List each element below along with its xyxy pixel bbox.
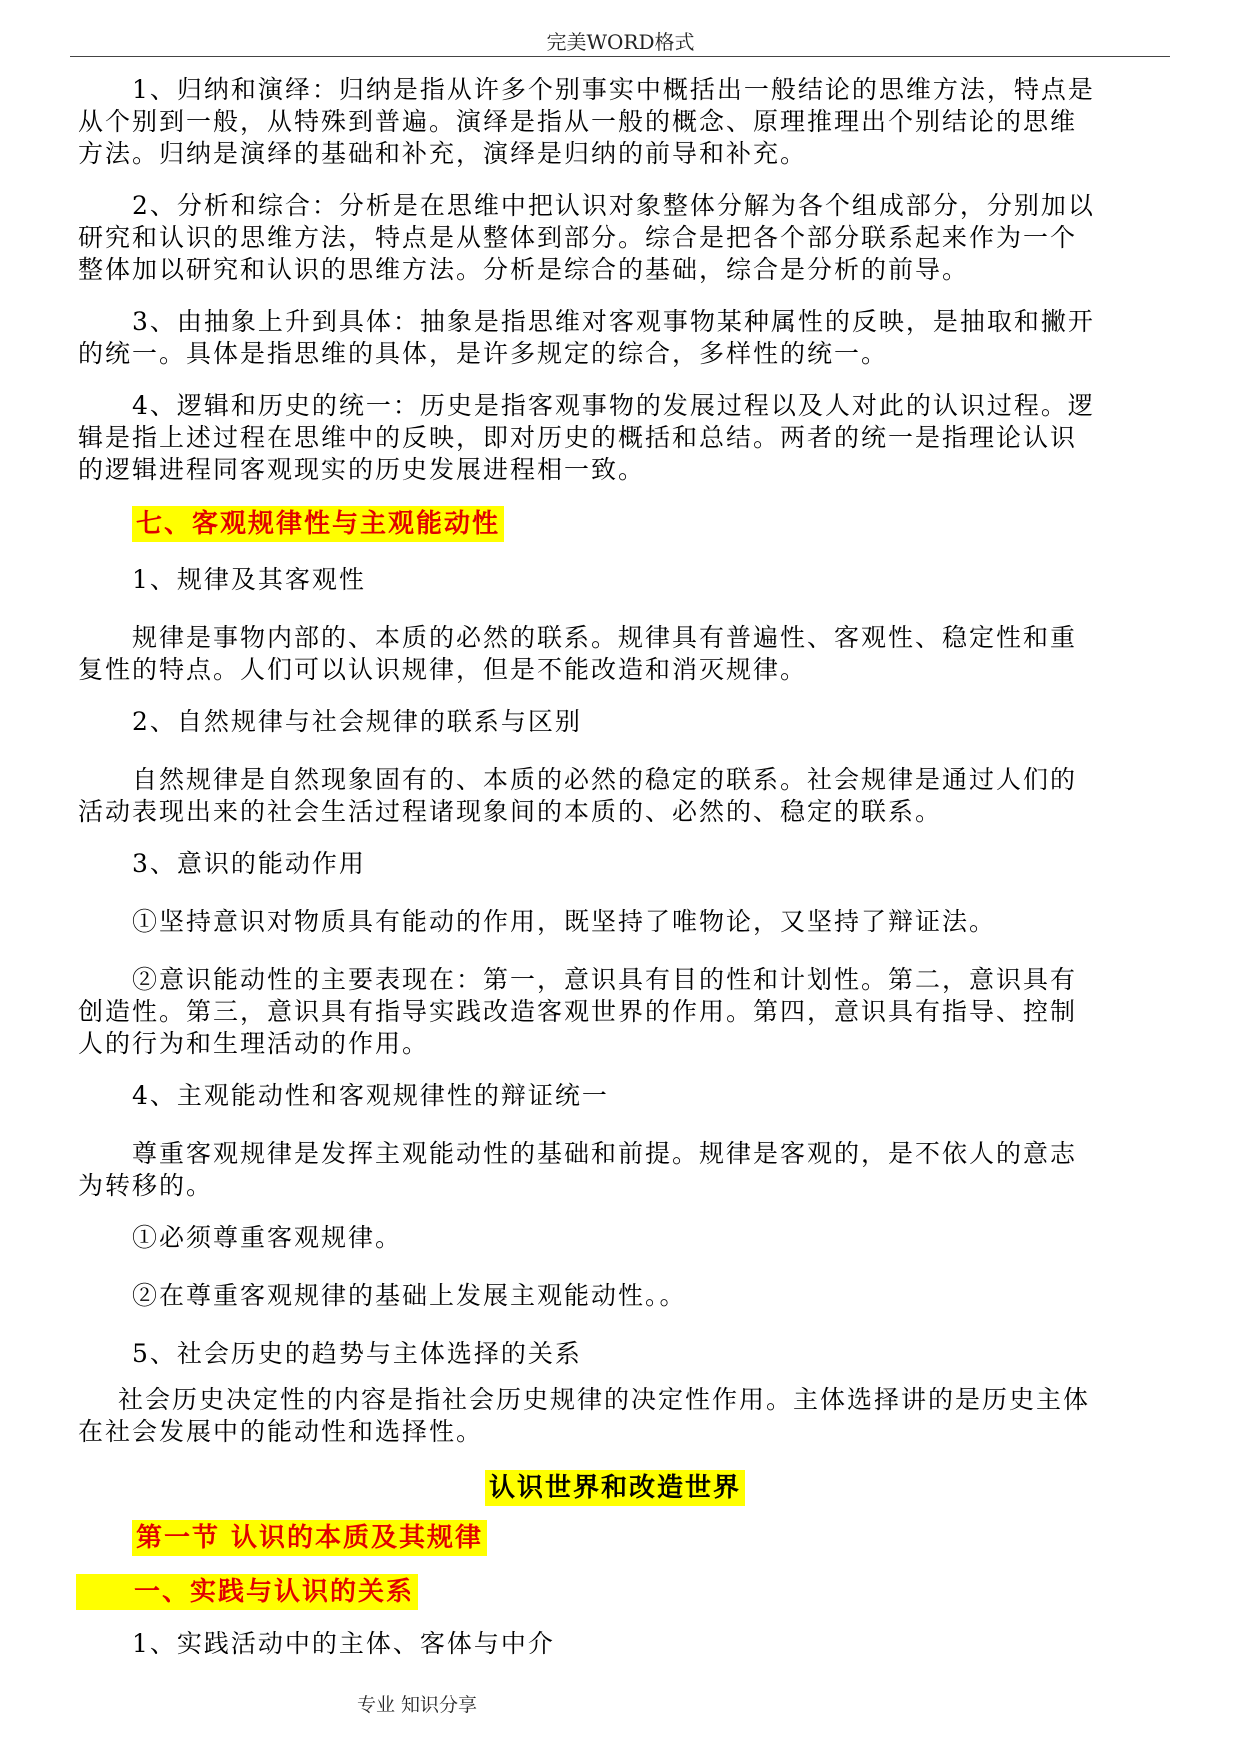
section-heading: 第一节 认识的本质及其规律 xyxy=(132,1520,487,1556)
list-item: ①坚持意识对物质具有能动的作用，既坚持了唯物论，又坚持了辩证法。 xyxy=(132,907,997,936)
paragraph-line: 的逻辑进程同客观现实的历史发展进程相一致。 xyxy=(78,455,646,484)
paragraph-line: 4、逻辑和历史的统一：历史是指客观事物的发展过程以及人对此的认识过程。逻 xyxy=(132,391,1095,420)
subsection-title: 3、意识的能动作用 xyxy=(132,849,366,878)
paragraph-line: 从个别到一般，从特殊到普遍。演绎是指从一般的概念、原理推理出个别结论的思维 xyxy=(78,107,1078,136)
paragraph-line: 规律是事物内部的、本质的必然的联系。规律具有普遍性、客观性、稳定性和重 xyxy=(132,623,1078,652)
subsection-title: 5、社会历史的趋势与主体选择的关系 xyxy=(132,1339,582,1368)
paragraph-line: 2、分析和综合：分析是在思维中把认识对象整体分解为各个组成部分，分别加以 xyxy=(132,191,1095,220)
page-footer: 专业 知识分享 xyxy=(357,1694,478,1716)
list-item: ①必须尊重客观规律。 xyxy=(132,1223,403,1252)
paragraph-line: 的统一。具体是指思维的具体，是许多规定的综合，多样性的统一。 xyxy=(78,339,889,368)
paragraph-line: 辑是指上述过程在思维中的反映，即对历史的概括和总结。两者的统一是指理论认识 xyxy=(78,423,1078,452)
paragraph-line: 创造性。第三，意识具有指导实践改造客观世界的作用。第四，意识具有指导、控制 xyxy=(78,997,1078,1026)
chapter-heading: 认识世界和改造世界 xyxy=(485,1470,745,1506)
paragraph-line: 1、归纳和演绎：归纳是指从许多个别事实中概括出一般结论的思维方法，特点是 xyxy=(132,75,1095,104)
subsection-title: 4、主观能动性和客观规律性的辩证统一 xyxy=(132,1081,609,1110)
subsection-title: 1、规律及其客观性 xyxy=(132,565,366,594)
list-item: ②在尊重客观规律的基础上发展主观能动性。。 xyxy=(132,1281,687,1310)
page-header: 完美WORD格式 xyxy=(546,30,695,54)
paragraph-line: 为转移的。 xyxy=(78,1171,214,1200)
paragraph-line: 人的行为和生理活动的作用。 xyxy=(78,1029,430,1058)
paragraph-line: 活动表现出来的社会生活过程诸现象间的本质的、必然的、稳定的联系。 xyxy=(78,797,943,826)
paragraph-line: 方法。归纳是演绎的基础和补充，演绎是归纳的前导和补充。 xyxy=(78,139,808,168)
paragraph-line: 在社会发展中的能动性和选择性。 xyxy=(78,1417,484,1446)
part-heading: 一、实践与认识的关系 xyxy=(76,1574,418,1610)
section-heading: 七、客观规律性与主观能动性 xyxy=(132,506,504,542)
subsection-title: 1、实践活动中的主体、客体与中介 xyxy=(132,1629,555,1658)
paragraph-line: 3、由抽象上升到具体：抽象是指思维对客观事物某种属性的反映，是抽取和撇开 xyxy=(132,307,1095,336)
subsection-title: 2、自然规律与社会规律的联系与区别 xyxy=(132,707,582,736)
paragraph-line: ②意识能动性的主要表现在：第一，意识具有目的性和计划性。第二，意识具有 xyxy=(132,965,1078,994)
paragraph-line: 社会历史决定性的内容是指社会历史规律的决定性作用。主体选择讲的是历史主体 xyxy=(118,1385,1091,1414)
paragraph-line: 整体加以研究和认识的思维方法。分析是综合的基础，综合是分析的前导。 xyxy=(78,255,970,284)
paragraph-line: 尊重客观规律是发挥主观能动性的基础和前提。规律是客观的，是不依人的意志 xyxy=(132,1139,1078,1168)
paragraph-line: 复性的特点。人们可以认识规律，但是不能改造和消灭规律。 xyxy=(78,655,808,684)
header-divider xyxy=(70,56,1170,57)
paragraph-line: 研究和认识的思维方法，特点是从整体到部分。综合是把各个部分联系起来作为一个 xyxy=(78,223,1078,252)
paragraph-line: 自然规律是自然现象固有的、本质的必然的稳定的联系。社会规律是通过人们的 xyxy=(132,765,1078,794)
